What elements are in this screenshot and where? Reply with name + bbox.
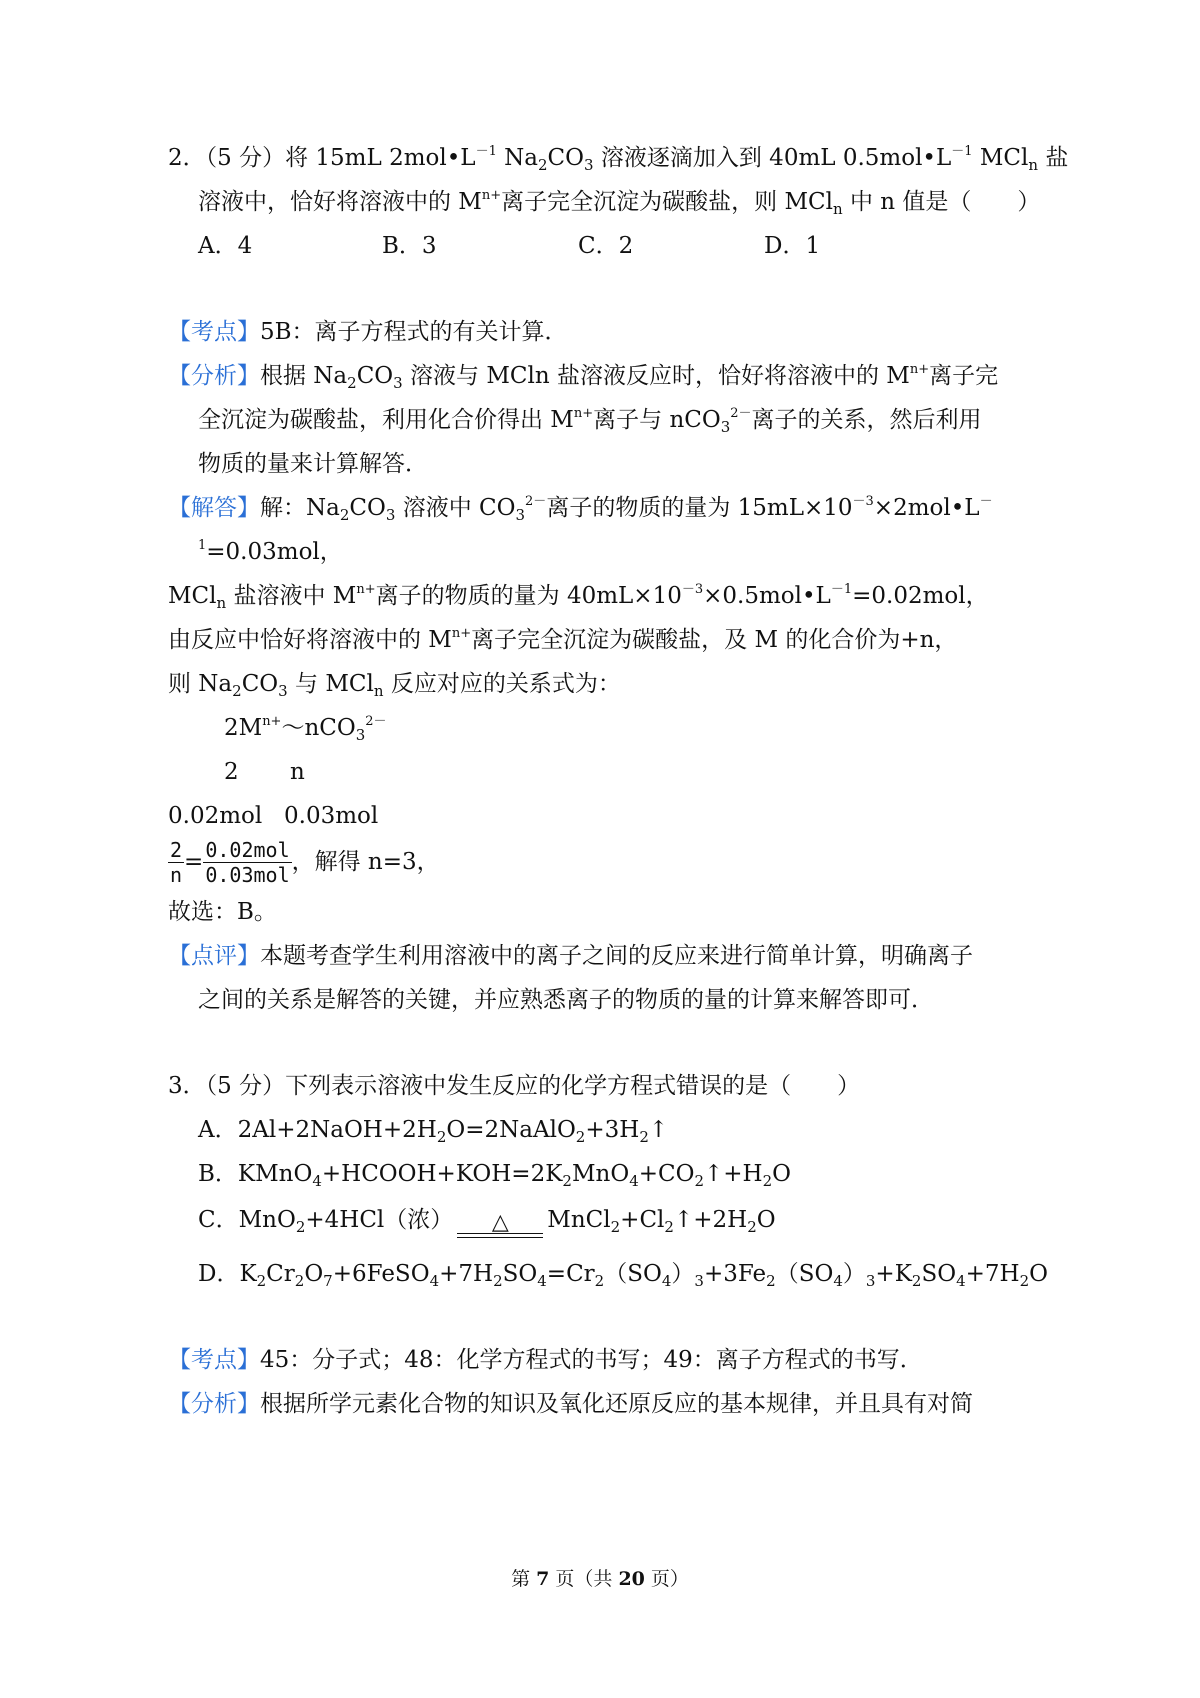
q2-fenxi-line2: 全沉淀为碳酸盐，利用化合价得出 $M^{n+}$离子与 nCO$_3^{2-}$离子的关系，然后利用 (198, 406, 982, 436)
fraction-right: $\frac{\text{0.02mol}}{\text{0.03mol}}$ (205, 837, 290, 887)
q2-kaodian: 【考点】5B：离子方程式的有关计算． (168, 319, 568, 345)
q3-stem: 3．（5 分）下列表示溶液中发生反应的化学方程式错误的是（ ） (168, 1073, 861, 1099)
q2-fenxi-line1: 【分析】根据 $Na_2CO_3$ 溶液与 MCln 盐溶液反应时，恰好将溶液中的 $M^{n+}$离子完 (168, 362, 999, 392)
q3-option-c: C．MnO$_2$+4HCl（浓） △ $MnCl_2+Cl_2↑+2H_2O$ (198, 1207, 776, 1236)
coefficient-2: 2 (224, 759, 239, 785)
q2-stem-line1: 2．（5 分）将 15mL $2mol•L^{-1}$ $Na_2CO_3$ 溶液逐滴加入到 40mL $0.5mol•L^{-1}$ MCl$_n$ 盐 (168, 144, 1069, 174)
amount-0.03: 0.03mol (284, 803, 379, 829)
heating-condition-symbol: △ (457, 1213, 543, 1238)
q2-dianping-line2: 之间的关系是解答的关键，并应熟悉离子的物质的量的计算来解答即可． (198, 987, 934, 1013)
q2-jieda-line4: 由反应中恰好将溶液中的 $M^{n+}$离子完全沉淀为碳酸盐，及 M 的化合价为+n， (168, 626, 958, 653)
q2-jieda-line1: 【解答】解：$Na_2CO_3$ 溶液中 $CO_3^{2-}$离子的物质的量为 $15mL\times 10^{-3}\times 2mol•L^-$ (168, 494, 993, 524)
coefficient-n: n (290, 759, 305, 785)
q2-dianping-line1: 【点评】本题考查学生利用溶液中的离子之间的反应来进行简单计算，明确离子 (168, 943, 973, 969)
q2-jieda-line5: 则 $Na_2CO_3$ 与 MCl$_n$ 反应对应的关系式为： (168, 671, 621, 700)
q3-option-a: A．$2Al+2NaOH+2H_2O=2NaAlO_2+3H_2↑$ (198, 1117, 669, 1146)
amount-0.02: 0.02mol (168, 803, 263, 829)
answer-choice: 故选：B。 (168, 899, 277, 925)
page-footer: 第 7 页（共 20 页） (511, 1568, 689, 1590)
q3-option-b: B．$KMnO_4+HCOOH+KOH=2K_2MnO_4+CO_2↑+H_2O$ (198, 1161, 792, 1190)
option-c: C．2 (578, 233, 634, 259)
q2-stem-line2: 溶液中，恰好将溶液中的 $M^{n+}$离子完全沉淀为碳酸盐，则 MCl$_n$ 中 n 值是（ ） (198, 188, 1041, 218)
q2-jieda-line2: $^1$=0.03mol， (198, 538, 343, 565)
q3-option-d: D．$K_2Cr_2O_7+6FeSO_4+7H_2SO_4=Cr_2(SO_4)_3+3Fe_2(SO_4)_3+K_2SO_4+7H_2O$ (198, 1261, 1048, 1290)
fraction-left: $\frac{2}{n}$ (170, 837, 183, 887)
option-d: D．1 (764, 233, 821, 259)
fraction-equation: $\frac{2}{n}$ = $\frac{\text{0.02mol}}{\text{0.03mol}}$ ，解得 n=3， (170, 837, 440, 887)
q2-fenxi-line3: 物质的量来计算解答． (198, 451, 428, 477)
option-a: A．4 (198, 233, 253, 259)
relation-formula: $2M^{n+}\sim nCO_3^{2-}$ (224, 714, 387, 744)
q2-jieda-line3: MCl$_n$ 盐溶液中 $M^{n+}$离子的物质的量为 $40mL\times 10^{-3}\times 0.5mol•L^{-1}=0.02mol$， (168, 582, 989, 612)
option-b: B．3 (382, 233, 437, 259)
q3-fenxi: 【分析】根据所学元素化合物的知识及氧化还原反应的基本规律，并且具有对简 (168, 1391, 973, 1417)
q3-kaodian: 【考点】45：分子式；48：化学方程式的书写；49：离子方程式的书写． (168, 1347, 923, 1373)
